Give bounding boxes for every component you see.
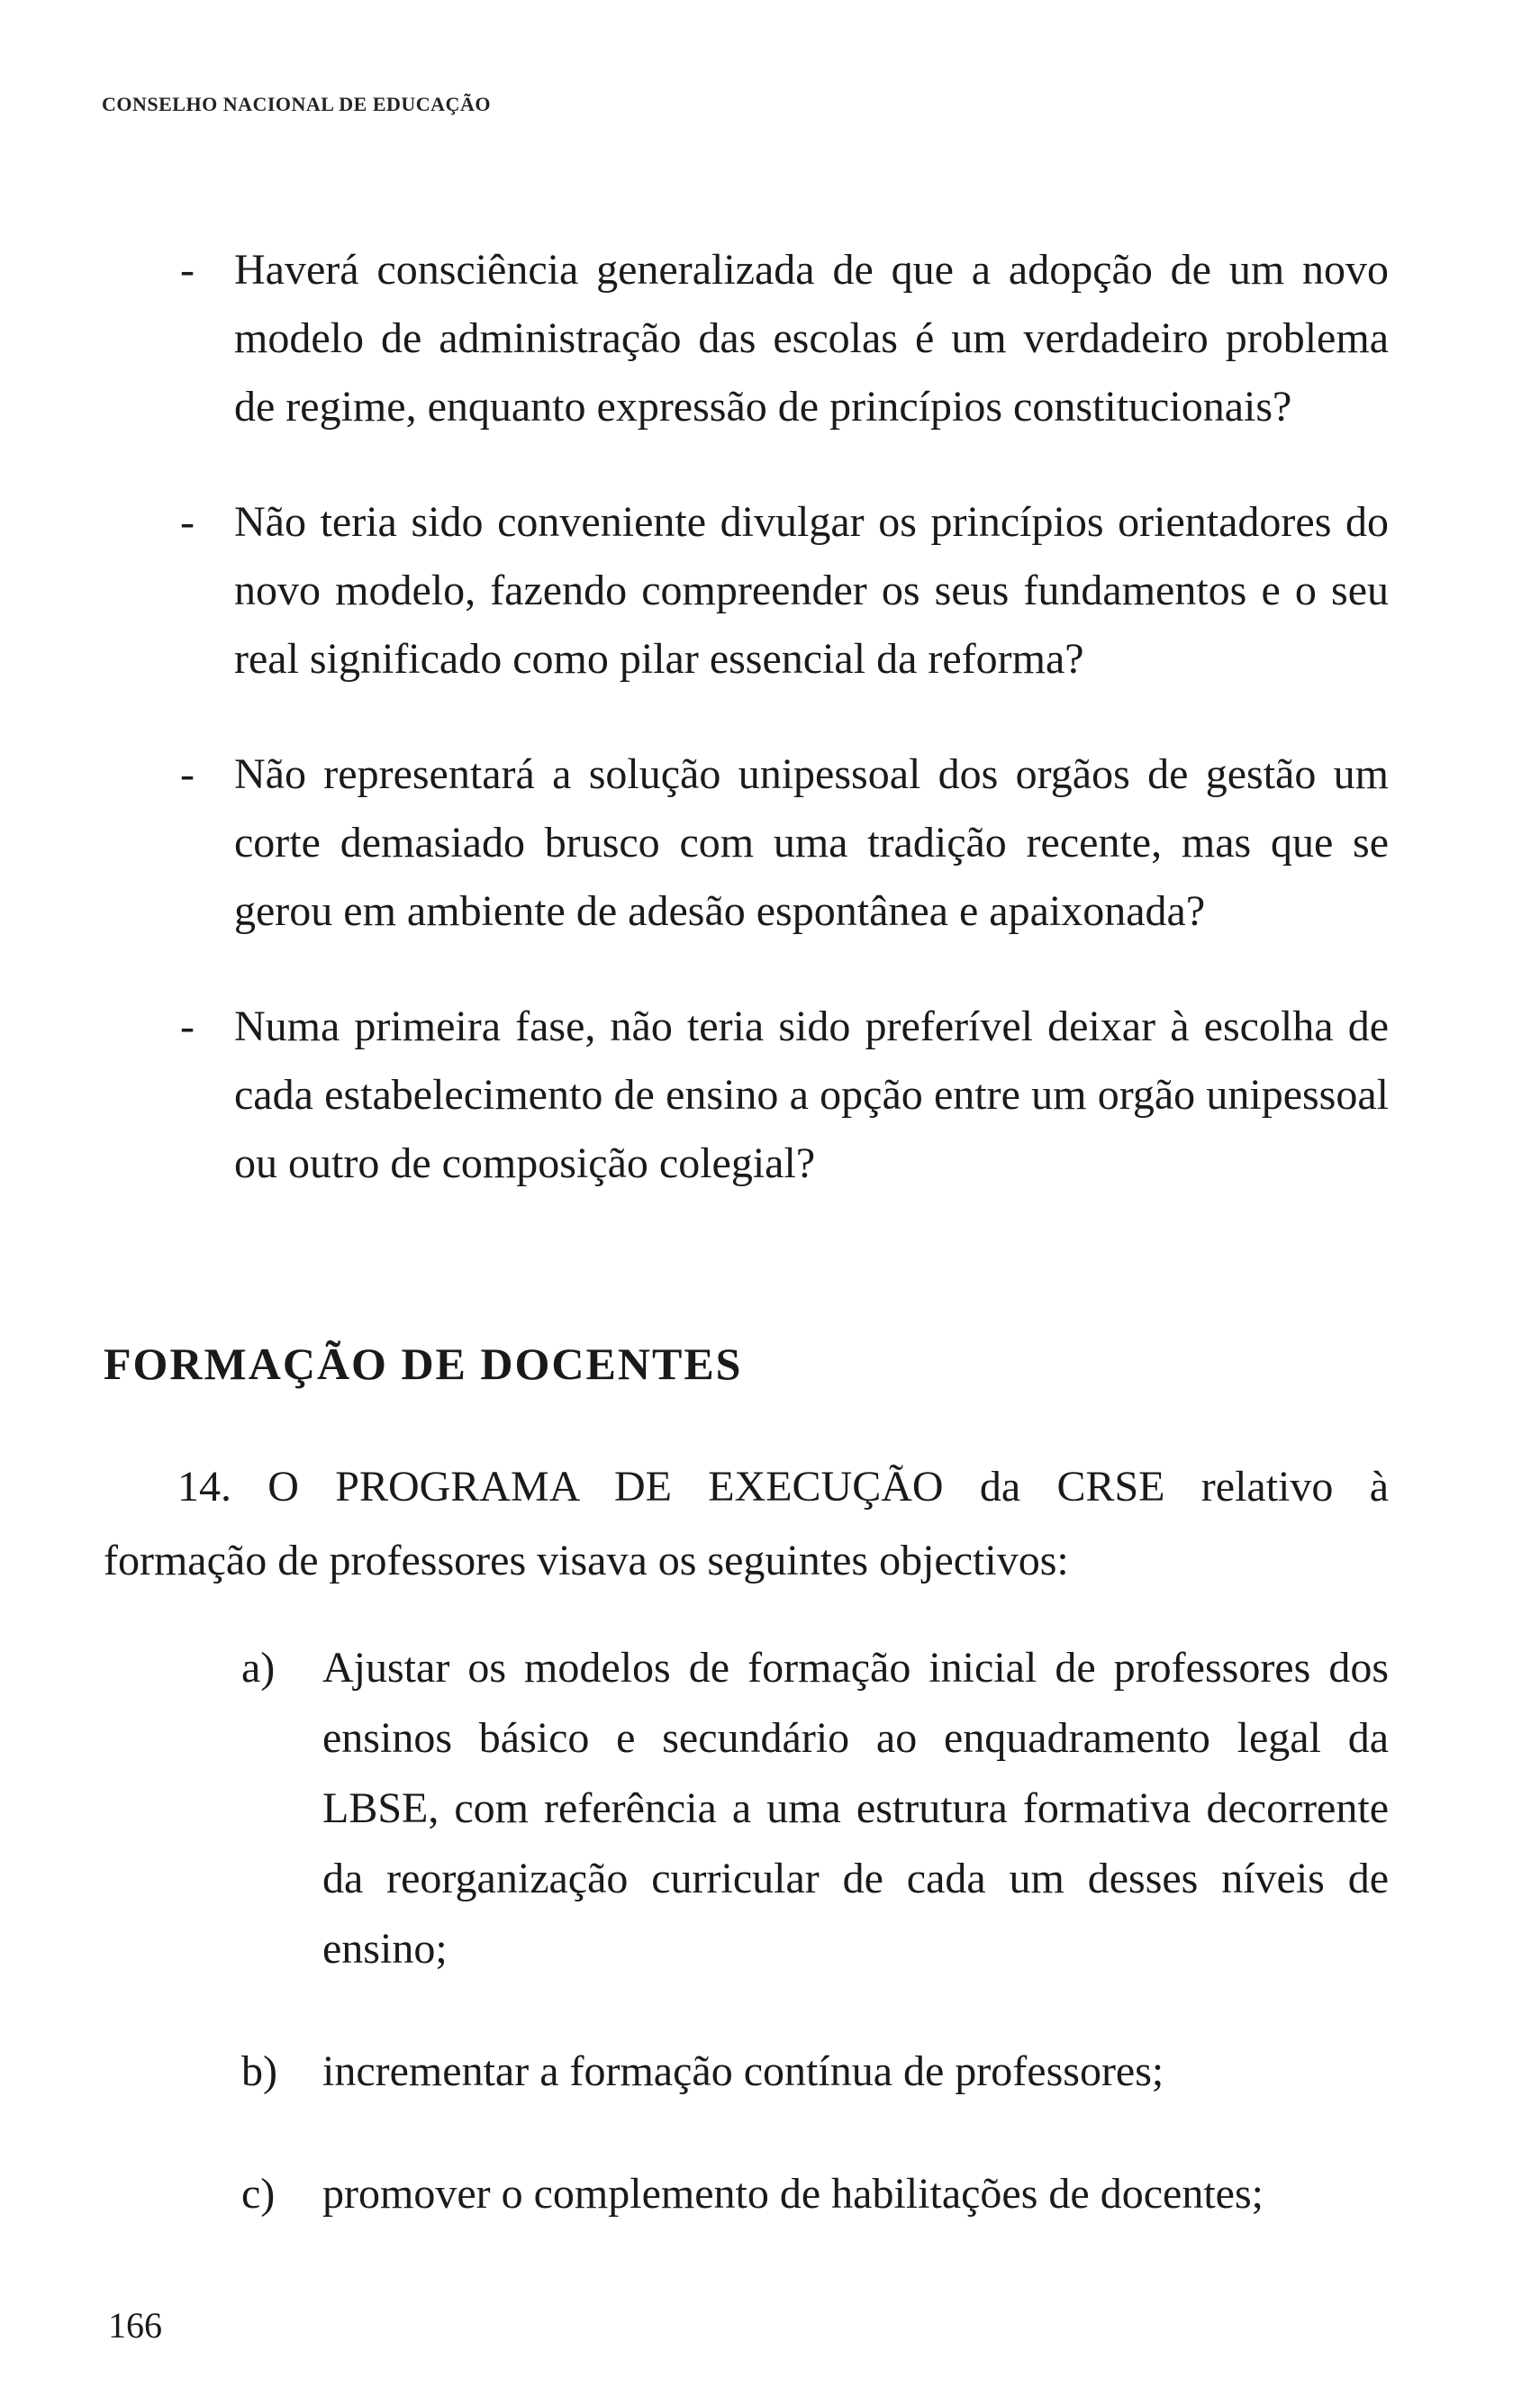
list-item	[0, 488, 1540, 694]
list-item	[0, 1633, 1540, 1984]
question-list	[0, 236, 1540, 1245]
objectives-list	[0, 1633, 1540, 2282]
intro-paragraph	[104, 1450, 1389, 1598]
list-item	[0, 993, 1540, 1198]
objective-text: promover o complemento de habilitações de docentes;	[322, 2170, 1264, 2218]
list-item	[0, 236, 1540, 441]
list-marker: c)	[241, 2170, 276, 2218]
objective-text: incrementar a formação contínua de professores;	[322, 2047, 1164, 2095]
page-number: 166	[108, 2305, 162, 2346]
dash-marker: -	[180, 750, 195, 798]
dash-marker: -	[180, 498, 195, 546]
list-marker: a)	[241, 1644, 276, 1692]
question-text: Não teria sido conveniente divulgar os princípios orientadores do novo modelo, fazendo compreender os seus fundamentos e o seu real significado como pilar essencial da reforma?	[234, 498, 1389, 683]
paragraph-line: formação de professores visava os seguintes objectivos:	[104, 1537, 1069, 1584]
section-heading: FORMAÇÃO DE DOCENTES	[104, 1339, 743, 1389]
question-text: Numa primeira fase, não teria sido preferível deixar à escolha de cada estabelecimento de ensino a opção entre um orgão unipessoal ou outro de composição colegial?	[234, 1003, 1389, 1187]
question-text: Haverá consciência generalizada de que a adopção de um novo modelo de administração das escolas é um verdadeiro problema de regime, enquanto expressão de princípios constitucionais?	[234, 246, 1389, 431]
list-marker: b)	[241, 2047, 277, 2095]
running-header: CONSELHO NACIONAL DE EDUCAÇÃO	[102, 93, 491, 115]
list-item	[0, 2159, 1540, 2229]
dash-marker: -	[180, 1003, 195, 1050]
question-text: Não representará a solução unipessoal dos orgãos de gestão um corte demasiado brusco com uma tradição recente, mas que se gerou em ambiente de adesão espontânea e apaixonada?	[234, 750, 1389, 935]
dash-marker: -	[180, 246, 195, 294]
objective-text: Ajustar os modelos de formação inicial de professores dos ensinos básico e secundário ao enquadramento legal da LBSE, com referência a uma estrutura formativa decorrente da reorganização curricular de cada um desses níveis de ensino;	[322, 1644, 1389, 1973]
list-item	[0, 2037, 1540, 2107]
list-item	[0, 740, 1540, 946]
paragraph-line: 14. O PROGRAMA DE EXECUÇÃO da CRSE relativo à	[177, 1463, 1389, 1511]
